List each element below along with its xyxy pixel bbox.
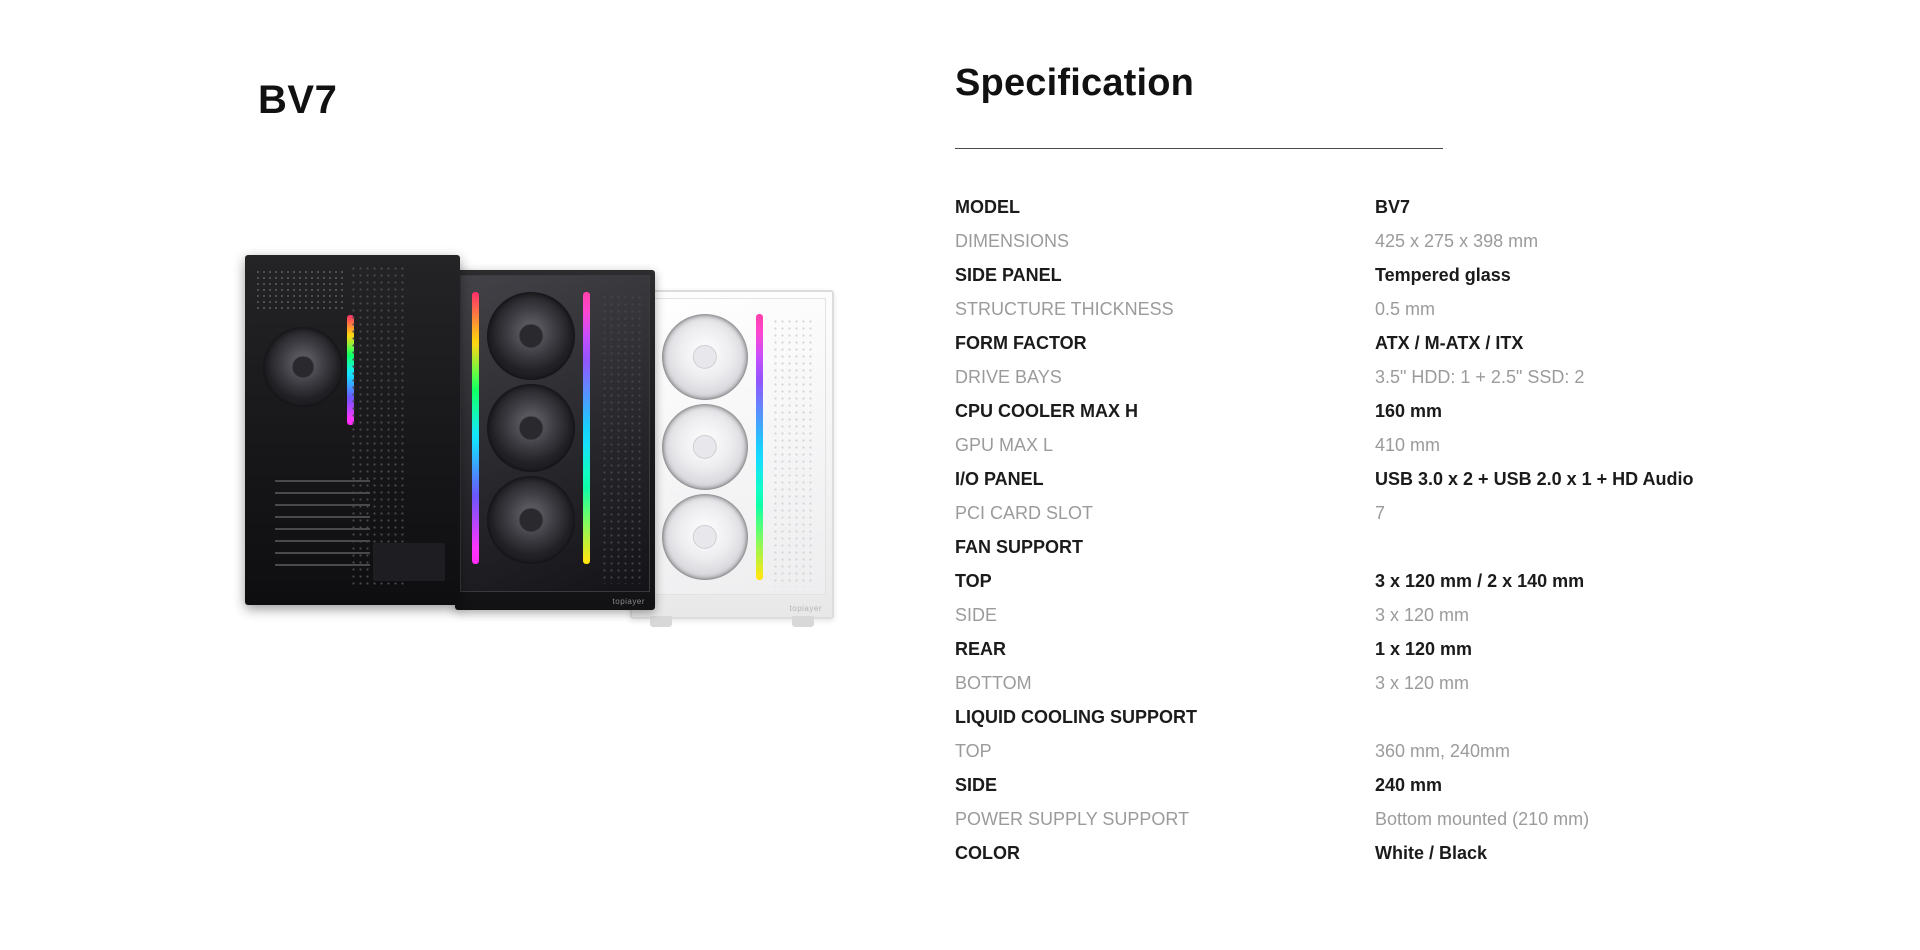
case-black-open <box>245 255 460 605</box>
spec-label: COLOR <box>955 843 1020 863</box>
pci-slot-bracket <box>275 480 370 575</box>
spec-value: 3.5" HDD: 1 + 2.5" SSD: 2 <box>1375 367 1585 387</box>
case-foot <box>792 616 814 627</box>
spec-label: FAN SUPPORT <box>955 537 1084 557</box>
brand-logo: topiayer <box>789 604 822 613</box>
spec-label: DRIVE BAYS <box>955 367 1062 387</box>
case-white-vent-mesh <box>772 318 816 587</box>
spec-value: 3 x 120 mm <box>1375 605 1470 625</box>
spec-label: SIDE <box>955 605 998 625</box>
fan-icon <box>662 404 748 490</box>
spec-row <box>955 564 1885 598</box>
spec-row <box>955 496 1885 530</box>
spec-row <box>955 530 1885 564</box>
brand-logo: topiayer <box>612 597 645 606</box>
top-vent-mesh <box>255 269 347 309</box>
psu-shroud <box>373 543 445 581</box>
spec-value: 7 <box>1375 503 1386 523</box>
fan-icon <box>487 384 575 472</box>
spec-value: 3 x 120 mm <box>1375 673 1470 693</box>
spec-label: SIDE PANEL <box>955 265 1062 285</box>
rgb-strip-icon <box>756 314 763 580</box>
spec-value: 240 mm <box>1375 775 1443 795</box>
product-panel <box>0 0 940 950</box>
case-white <box>630 290 834 619</box>
spec-label: BOTTOM <box>955 673 1032 693</box>
specification-heading: Specification <box>955 62 1195 104</box>
spec-label: CPU COOLER MAX H <box>955 401 1139 421</box>
spec-row <box>955 802 1885 836</box>
spec-value: Tempered glass <box>1375 265 1511 285</box>
specification-table <box>955 190 1885 870</box>
spec-row <box>955 224 1885 258</box>
spec-row <box>955 190 1885 224</box>
spec-value: White / Black <box>1375 843 1488 863</box>
spec-value: 0.5 mm <box>1375 299 1436 319</box>
case-black-vent-mesh <box>601 294 645 584</box>
spec-row <box>955 700 1885 734</box>
spec-row <box>955 326 1885 360</box>
spec-label: STRUCTURE THICKNESS <box>955 299 1174 319</box>
spec-label: MODEL <box>955 197 1020 217</box>
spec-value: 410 mm <box>1375 435 1441 455</box>
spec-row <box>955 768 1885 802</box>
fan-icon <box>487 476 575 564</box>
rgb-strip-icon <box>472 292 479 564</box>
spec-row <box>955 394 1885 428</box>
fan-icon <box>263 327 343 407</box>
spec-row <box>955 666 1885 700</box>
spec-value: 360 mm, 240mm <box>1375 741 1511 761</box>
spec-value: Bottom mounted (210 mm) <box>1375 809 1590 829</box>
spec-row <box>955 360 1885 394</box>
spec-value: 425 x 275 x 398 mm <box>1375 231 1539 251</box>
spec-row <box>955 836 1885 870</box>
spec-value: 1 x 120 mm <box>1375 639 1473 659</box>
spec-label: GPU MAX L <box>955 435 1054 455</box>
spec-value: BV7 <box>1375 197 1411 217</box>
spec-label: I/O PANEL <box>955 469 1044 489</box>
spec-label: SIDE <box>955 775 998 795</box>
spec-label: TOP <box>955 741 992 761</box>
specification-panel <box>955 0 1920 950</box>
rgb-strip-icon <box>583 292 590 564</box>
spec-label: REAR <box>955 639 1007 659</box>
spec-row <box>955 428 1885 462</box>
case-black-front <box>455 270 655 610</box>
spec-row <box>955 258 1885 292</box>
spec-row <box>955 292 1885 326</box>
spec-label: PCI CARD SLOT <box>955 503 1094 523</box>
spec-label: DIMENSIONS <box>955 231 1070 251</box>
fan-icon <box>487 292 575 380</box>
spec-row <box>955 462 1885 496</box>
product-image <box>245 255 895 675</box>
spec-row <box>955 598 1885 632</box>
spec-value <box>1375 530 1885 564</box>
page-title: BV7 <box>258 78 338 122</box>
heading-divider <box>955 148 1443 149</box>
spec-label: TOP <box>955 571 992 591</box>
spec-value: ATX / M-ATX / ITX <box>1375 333 1524 353</box>
spec-value: 160 mm <box>1375 401 1443 421</box>
spec-label: FORM FACTOR <box>955 333 1087 353</box>
spec-row <box>955 632 1885 666</box>
fan-icon <box>662 494 748 580</box>
spec-value <box>1375 700 1885 734</box>
case-foot <box>650 616 672 627</box>
spec-label: POWER SUPPLY SUPPORT <box>955 809 1190 829</box>
fan-icon <box>662 314 748 400</box>
spec-value: 3 x 120 mm / 2 x 140 mm <box>1375 571 1585 591</box>
spec-label: LIQUID COOLING SUPPORT <box>955 707 1198 727</box>
spec-row <box>955 734 1885 768</box>
spec-value: USB 3.0 x 2 + USB 2.0 x 1 + HD Audio <box>1375 469 1694 489</box>
